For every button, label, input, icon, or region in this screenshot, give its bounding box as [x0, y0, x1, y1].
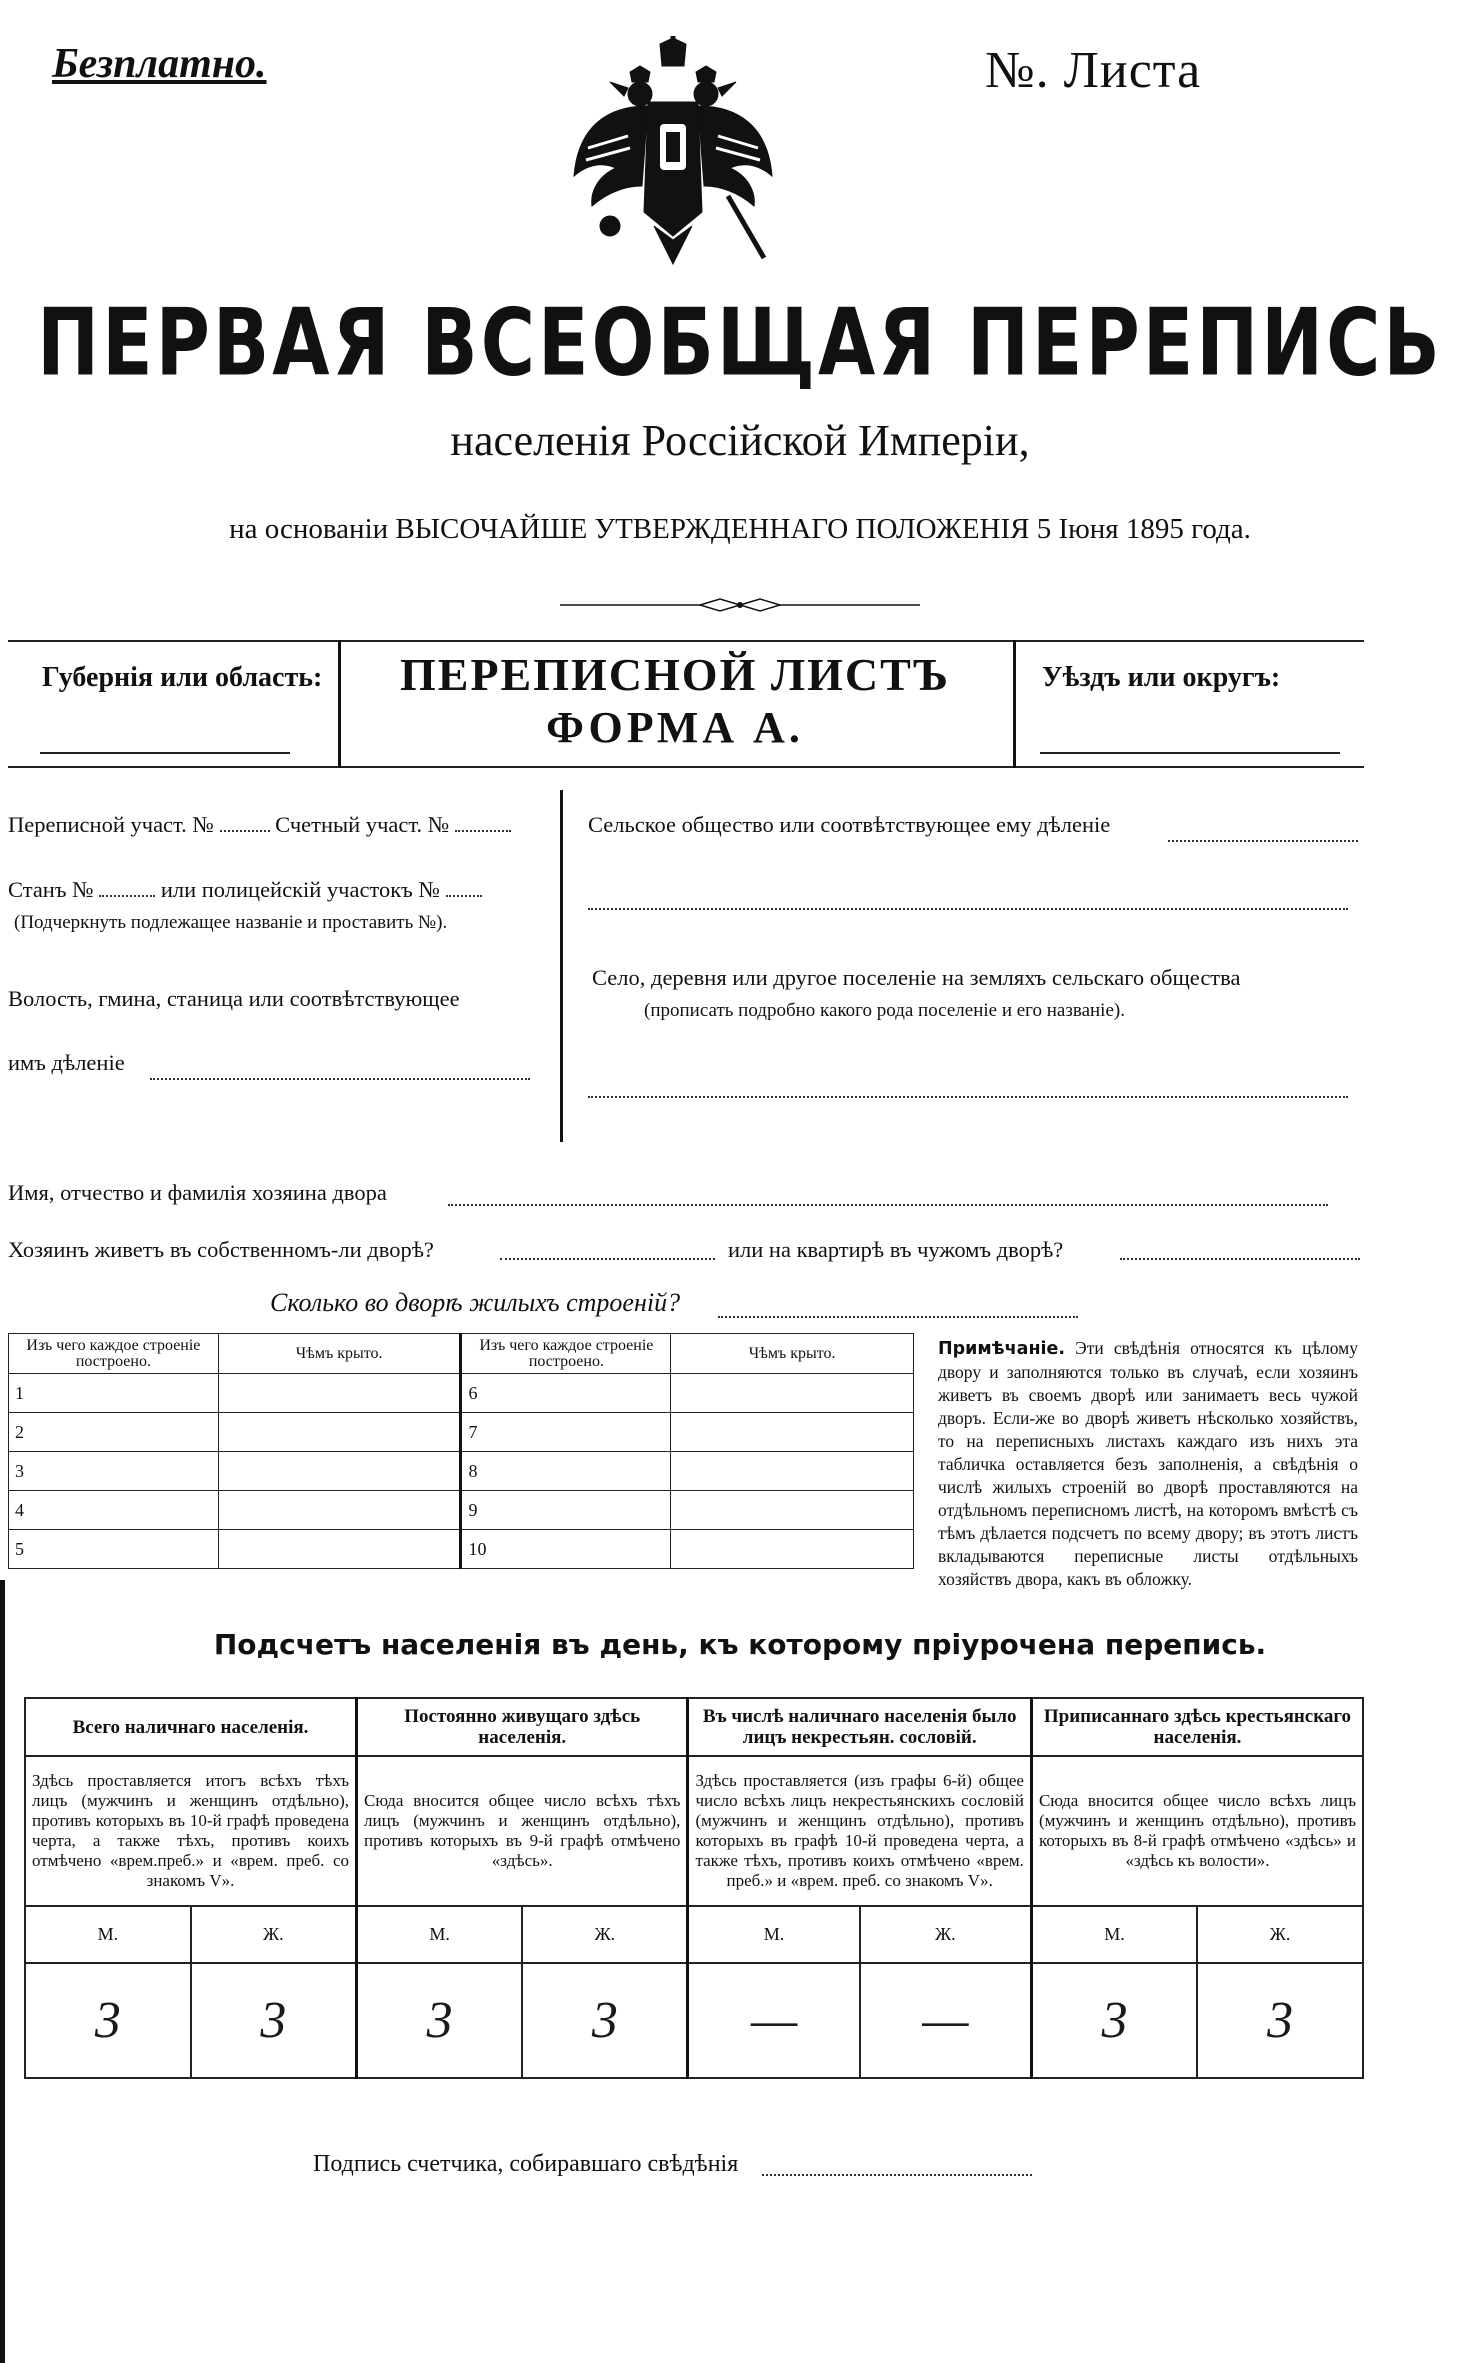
male-label: М.	[357, 1906, 523, 1963]
document-subtitle: населенія Россійской Имперіи,	[450, 416, 1030, 465]
district-label: Уѣздъ или округъ:	[1042, 662, 1281, 693]
table-header-row	[9, 1334, 914, 1374]
village-label: Село, деревня или другое поселеніе на земляхъ сельскаго общества	[592, 965, 1241, 990]
table-cell[interactable]	[671, 1374, 914, 1413]
census-section-value[interactable]	[220, 830, 270, 832]
column-description: Здѣсь проставляется итогъ всѣхъ тѣхъ лицъ (мужчинъ и женщинъ отдѣльно), противъ которыхъ въ 10-й графѣ проведена черта, а также тѣхъ, противъ коихъ отмѣчено «врем.преб.» и «врем. преб. со знакомъ V».	[25, 1756, 357, 1906]
male-count[interactable]: 3	[1031, 1963, 1197, 2078]
police-precinct-value[interactable]	[446, 895, 482, 897]
sheet-number	[985, 36, 1201, 101]
owner-name-label: Имя, отчество и фамилія хозяина двора	[8, 1180, 387, 1205]
male-label: М.	[1031, 1906, 1197, 1963]
signature-underline	[762, 2174, 1032, 2176]
column-header-registered-peasant: Приписаннаго здѣсь крестьянскаго населенія.	[1031, 1698, 1363, 1756]
female-count[interactable]: 3	[522, 1963, 688, 2078]
male-count[interactable]: 3	[25, 1963, 191, 2078]
double-headed-eagle-icon	[568, 36, 778, 268]
province-label: Губернія или область:	[42, 662, 323, 693]
village-note: (прописать подробно какого рода поселеніе и его названіе).	[644, 1000, 1125, 1021]
counting-section-label: Счетный участ. №	[275, 812, 450, 837]
table-row	[25, 1963, 1363, 2078]
rented-yard-underline	[1120, 1258, 1360, 1260]
document-title: ПЕРВАЯ ВСЕОБЩАЯ ПЕРЕПИСЬ	[37, 289, 1443, 397]
column-header-material: Изъ чего каждое строеніе построено.	[461, 1334, 671, 1374]
free-of-charge-label: Безплатно.	[52, 41, 267, 87]
stan-note: (Подчеркнуть подлежащее названіе и проставить №).	[14, 912, 448, 933]
legal-basis-line: на основаніи ВЫСОЧАЙШЕ УТВЕРЖДЕННАГО ПОЛОЖЕНІЯ 5 Іюня 1895 года.	[229, 513, 1251, 545]
society-underline	[1168, 840, 1358, 842]
row-number: 8	[461, 1452, 671, 1491]
female-count[interactable]: 3	[191, 1963, 357, 2078]
own-yard-label: Хозяинъ живетъ въ собственномъ-ли дворѣ?	[8, 1237, 434, 1262]
rented-yard-label: или на квартирѣ въ чужомъ дворѣ?	[728, 1237, 1064, 1262]
column-header-roof: Чѣмъ крыто.	[671, 1334, 914, 1374]
population-count-title: Подсчетъ населенія въ день, къ которому пріурочена перепись.	[213, 1628, 1267, 1661]
sheet-number-label: №. Листа	[985, 42, 1202, 99]
stan-value[interactable]	[99, 895, 155, 897]
table-cell[interactable]	[218, 1491, 461, 1530]
female-label: Ж.	[522, 1906, 688, 1963]
ornament-divider-icon	[560, 597, 920, 613]
buildings-question: Сколько во дворѣ жилыхъ строеній?	[270, 1288, 681, 1317]
census-section-field	[8, 812, 511, 838]
male-count[interactable]: 3	[357, 1963, 523, 2078]
table-cell[interactable]	[218, 1374, 461, 1413]
owner-name-underline	[448, 1204, 1328, 1206]
buildings-underline	[718, 1316, 1078, 1318]
column-divider	[560, 790, 563, 1142]
female-count[interactable]: —	[860, 1963, 1032, 2078]
table-row	[25, 1906, 1363, 1963]
district-underline	[1040, 752, 1340, 754]
table-cell[interactable]	[671, 1530, 914, 1569]
dwellings-table	[8, 1333, 914, 1569]
table-cell[interactable]	[671, 1413, 914, 1452]
table-row	[25, 1756, 1363, 1906]
row-number: 4	[9, 1491, 219, 1530]
female-count[interactable]: 3	[1197, 1963, 1363, 2078]
table-header-row	[25, 1698, 1363, 1756]
volost-label: Волость, гмина, станица или соотвѣтствующее	[8, 986, 460, 1011]
stan-field	[8, 877, 482, 903]
society-underline-2	[588, 908, 1348, 910]
row-number: 10	[461, 1530, 671, 1569]
male-label: М.	[25, 1906, 191, 1963]
row-number: 3	[9, 1452, 219, 1491]
stan-label: Станъ №	[8, 877, 94, 902]
column-description: Сюда вносится общее число всѣхъ лицъ (мужчинъ и женщинъ отдѣльно), противъ которыхъ въ 8-й графѣ отмѣчено «здѣсь» и «здѣсь къ волости».	[1031, 1756, 1363, 1906]
column-header-permanent: Постоянно живущаго здѣсь населенія.	[357, 1698, 688, 1756]
scan-edge	[0, 1580, 5, 2363]
row-number: 6	[461, 1374, 671, 1413]
row-number: 2	[9, 1413, 219, 1452]
column-description: Здѣсь проставляется (изъ графы 6-й) общее число всѣхъ лицъ некрестьянскихъ сословій (мужчинъ и женщинъ отдѣльно), противъ которыхъ въ графѣ 10-й проведена черта, а также тѣхъ, противъ коихъ отмѣчено «врем. преб.» и «врем. преб. со знакомъ V».	[688, 1756, 1032, 1906]
table-cell[interactable]	[218, 1530, 461, 1569]
counting-section-value[interactable]	[455, 830, 511, 832]
table-row	[9, 1374, 914, 1413]
note-text: Эти свѣдѣнія относятся къ цѣлому двору и заполняются только въ случаѣ, если хозяинъ живетъ въ своемъ дворѣ или занимаетъ весь чужой дворъ. Если-же во дворѣ живетъ нѣсколько хозяйствъ, то на переписныхъ листахъ каждаго изъ нихъ эта табличка оставляется безъ заполненія, а свѣдѣнія о числѣ жилыхъ строеній во дворѣ проставляются на отдѣльномъ переписномъ листѣ, на которомъ вмѣстѣ съ тѣмъ дѣлается подсчетъ по всему двору; въ этотъ листъ вкладываются переписные листы отдѣльныхъ хозяйствъ двора, какъ въ обложку.	[938, 1338, 1359, 1589]
police-precinct-label: или полицейскій участокъ №	[160, 877, 440, 902]
column-header-non-peasant: Въ числѣ наличнаго населенія было лицъ некрестьян. сословій.	[688, 1698, 1032, 1756]
column-header-total-present: Всего наличнаго населенія.	[25, 1698, 357, 1756]
form-variant: ФОРМА А.	[546, 703, 804, 752]
male-label: М.	[688, 1906, 860, 1963]
table-cell[interactable]	[218, 1452, 461, 1491]
table-cell[interactable]	[671, 1491, 914, 1530]
table-row	[9, 1530, 914, 1569]
female-label: Ж.	[1197, 1906, 1363, 1963]
society-label: Сельское общество или соотвѣтствующее ему дѣленіе	[588, 812, 1111, 837]
census-section-label: Переписной участ. №	[8, 812, 214, 837]
volost-label-cont: имъ дѣленіе	[8, 1050, 125, 1075]
table-row	[9, 1452, 914, 1491]
table-row	[9, 1491, 914, 1530]
enumerator-signature-label: Подпись счетчика, собиравшаго свѣдѣнія	[313, 2151, 739, 2177]
table-cell[interactable]	[671, 1452, 914, 1491]
row-number: 9	[461, 1491, 671, 1530]
province-underline	[40, 752, 290, 754]
form-title: ПЕРЕПИСНОЙ ЛИСТЪ	[399, 649, 951, 700]
volost-underline	[150, 1078, 530, 1080]
row-number: 1	[9, 1374, 219, 1413]
table-cell[interactable]	[218, 1413, 461, 1452]
column-header-roof: Чѣмъ крыто.	[218, 1334, 461, 1374]
dwellings-note	[938, 1337, 1358, 1591]
own-yard-underline	[500, 1258, 715, 1260]
note-heading: Примѣчаніе.	[938, 1339, 1066, 1359]
female-label: Ж.	[860, 1906, 1032, 1963]
column-description: Сюда вносится общее число всѣхъ тѣхъ лицъ (мужчинъ и женщинъ отдѣльно), противъ которыхъ въ 9-й графѣ отмѣчено «здѣсь».	[357, 1756, 688, 1906]
male-count[interactable]: —	[688, 1963, 860, 2078]
row-number: 7	[461, 1413, 671, 1452]
band-divider	[1013, 640, 1016, 768]
row-number: 5	[9, 1530, 219, 1569]
village-underline	[588, 1096, 1348, 1098]
column-header-material: Изъ чего каждое строеніе построено.	[9, 1334, 219, 1374]
female-label: Ж.	[191, 1906, 357, 1963]
population-table	[24, 1697, 1364, 2079]
table-row	[9, 1413, 914, 1452]
